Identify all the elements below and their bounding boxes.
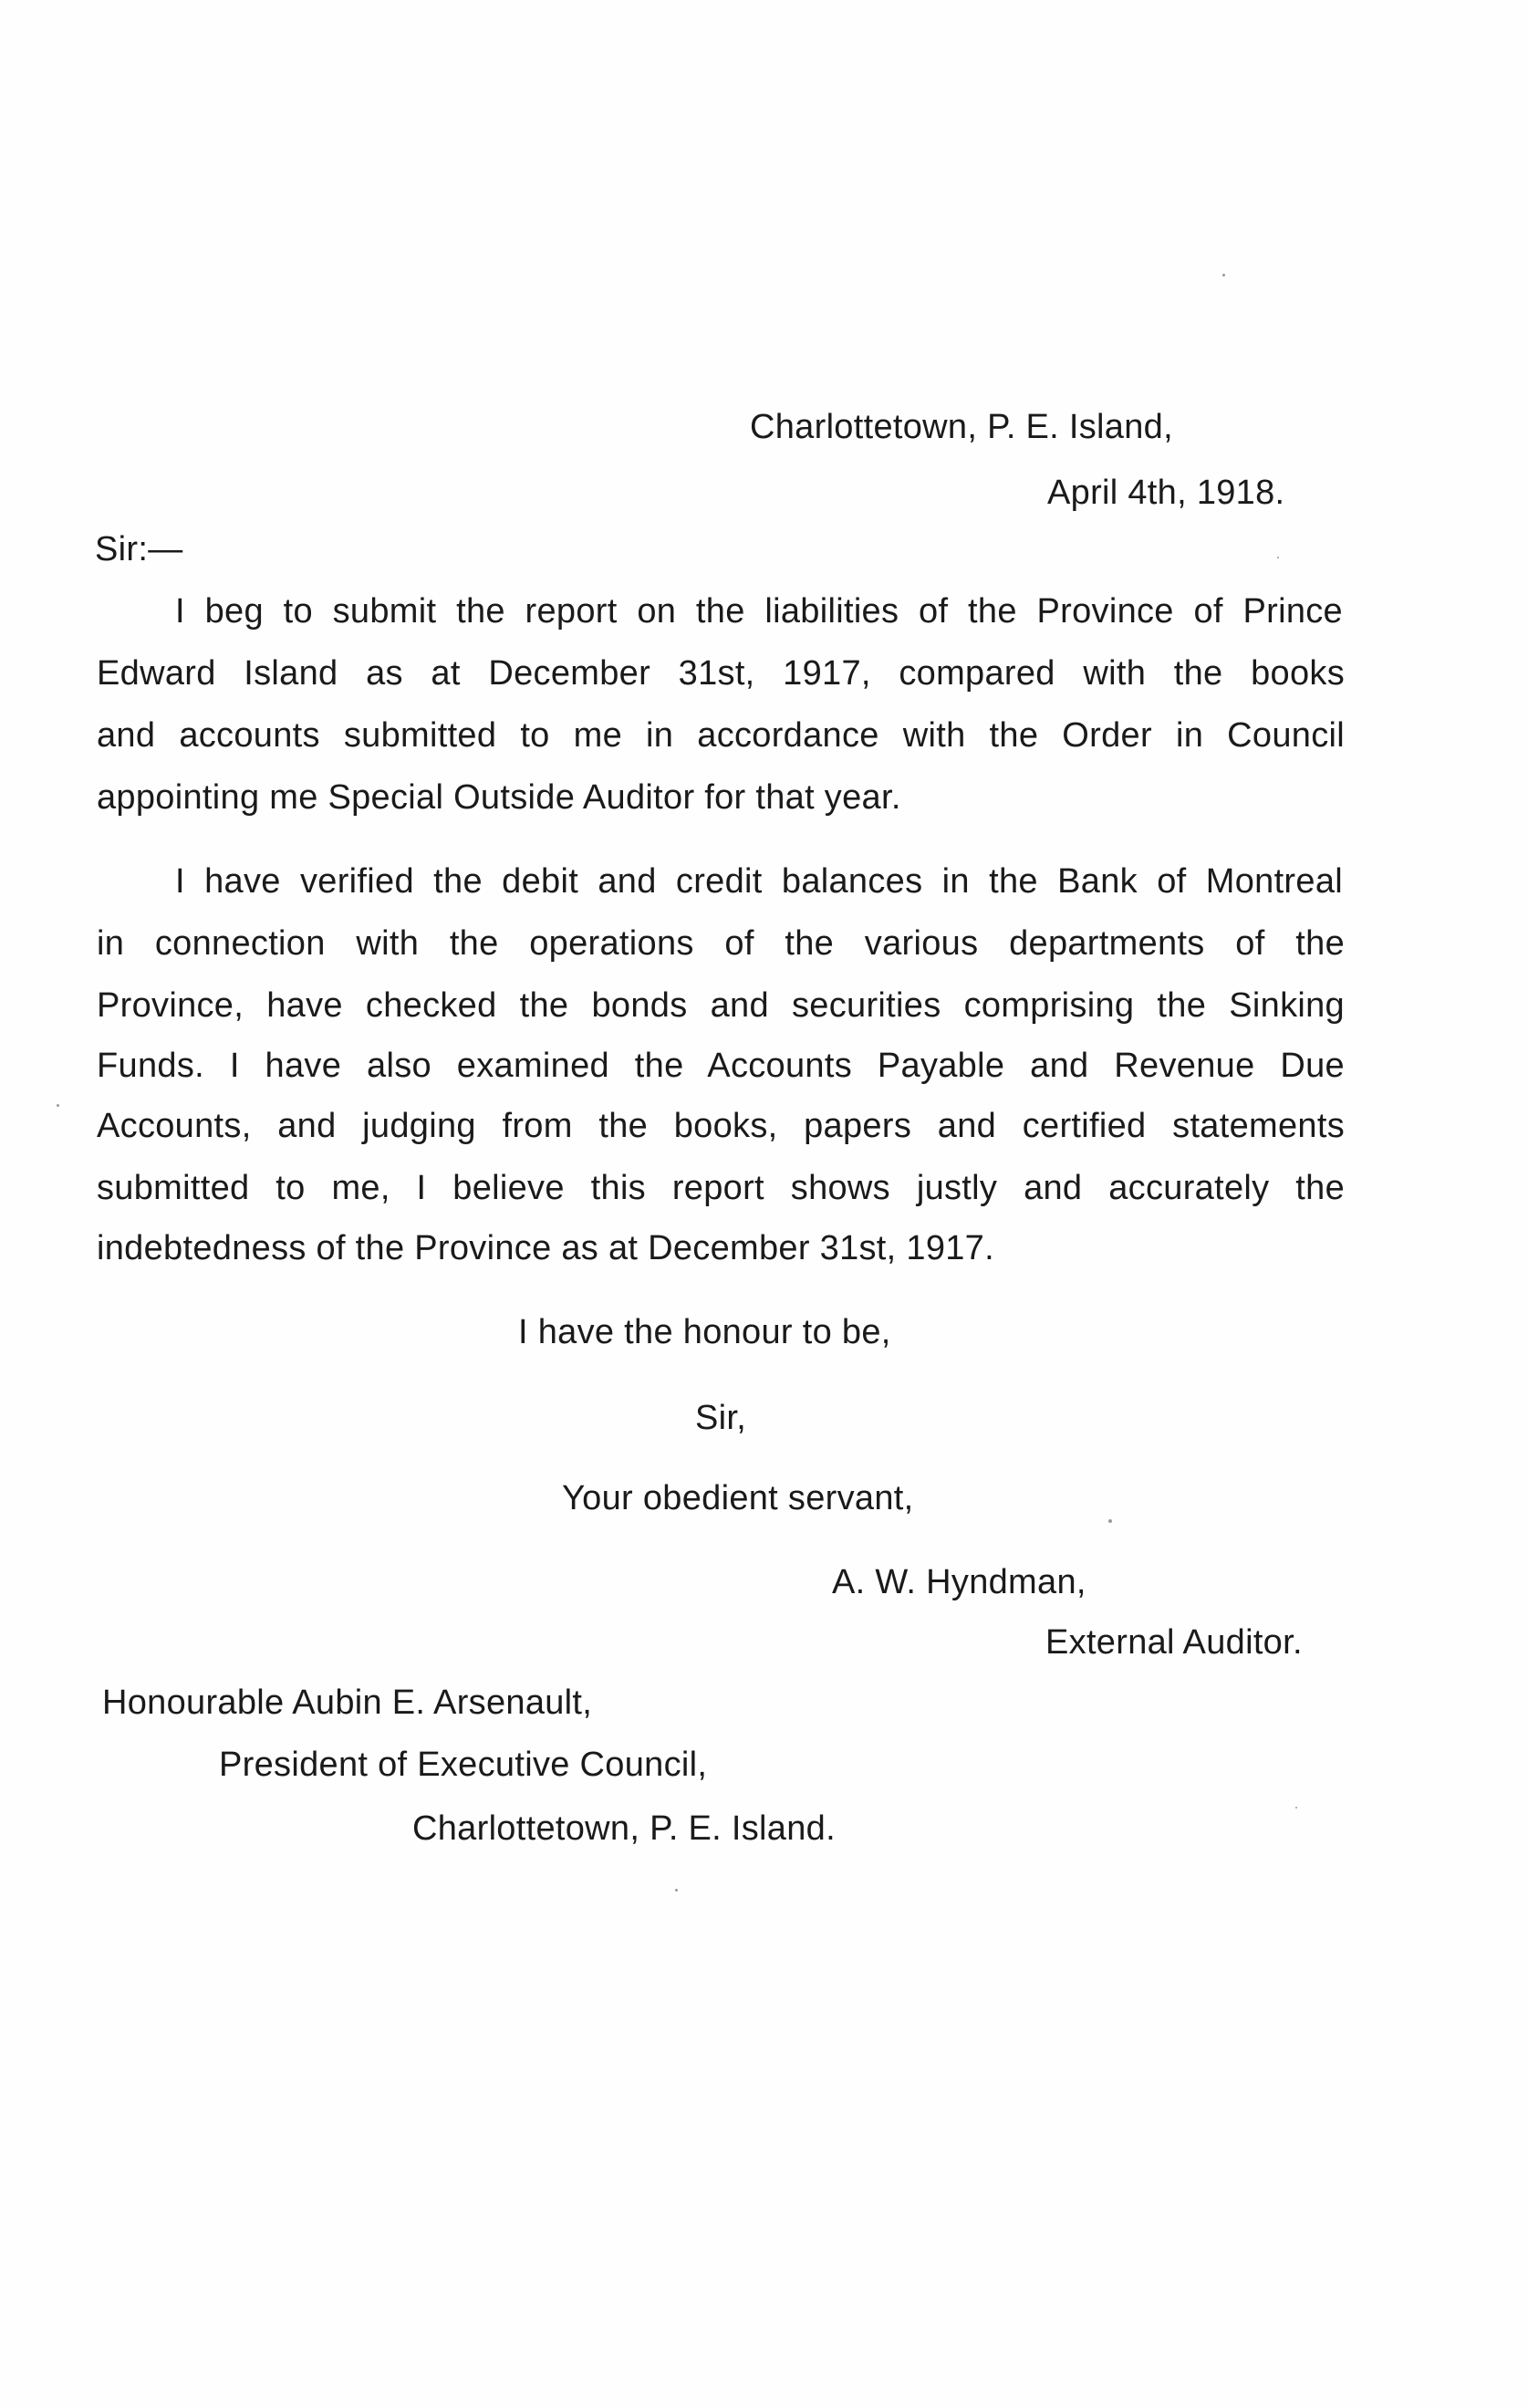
addressee-title: President of Executive Council, bbox=[219, 1746, 708, 1784]
closing-servant: Your obedient servant, bbox=[562, 1479, 914, 1517]
paragraph2-line2: in connection with the operations of the various departments of the bbox=[97, 924, 1345, 963]
paragraph1-line4: appointing me Special Outside Auditor for that year. bbox=[97, 778, 901, 817]
salutation: Sir:— bbox=[95, 530, 183, 568]
signature-title: External Auditor. bbox=[1045, 1623, 1303, 1662]
scan-speck bbox=[57, 1104, 59, 1107]
paragraph2-line3: Province, have checked the bonds and securities comprising the Sinking bbox=[97, 986, 1345, 1025]
paragraph1-line1: I beg to submit the report on the liabilities of the Province of Prince bbox=[175, 592, 1343, 631]
paragraph2-line5: Accounts, and judging from the books, papers and certified statements bbox=[97, 1107, 1345, 1145]
scan-speck bbox=[675, 1889, 678, 1892]
scan-speck bbox=[1108, 1519, 1112, 1523]
closing-honour: I have the honour to be, bbox=[518, 1313, 891, 1351]
paragraph2-line7: indebtedness of the Province as at December 31st, 1917. bbox=[97, 1229, 994, 1267]
paragraph1-line3: and accounts submitted to me in accordance with the Order in Council bbox=[97, 716, 1345, 755]
addressee-location: Charlottetown, P. E. Island. bbox=[412, 1809, 836, 1848]
letter-date: April 4th, 1918. bbox=[1047, 474, 1285, 512]
paragraph1-line2: Edward Island as at December 31st, 1917, compared with the books bbox=[97, 654, 1345, 693]
paragraph2-line6: submitted to me, I believe this report shows justly and accurately the bbox=[97, 1169, 1345, 1207]
addressee-name: Honourable Aubin E. Arsenault, bbox=[102, 1684, 593, 1722]
scan-speck bbox=[1277, 557, 1279, 558]
closing-sir: Sir, bbox=[695, 1399, 747, 1437]
scan-speck bbox=[1222, 274, 1225, 276]
scan-speck bbox=[1295, 1807, 1297, 1809]
paragraph2-line4: Funds. I have also examined the Accounts Payable and Revenue Due bbox=[97, 1047, 1345, 1085]
letter-place: Charlottetown, P. E. Island, bbox=[750, 408, 1173, 446]
paragraph2-line1: I have verified the debit and credit balances in the Bank of Montreal bbox=[175, 862, 1343, 901]
signature-name: A. W. Hyndman, bbox=[832, 1563, 1086, 1601]
